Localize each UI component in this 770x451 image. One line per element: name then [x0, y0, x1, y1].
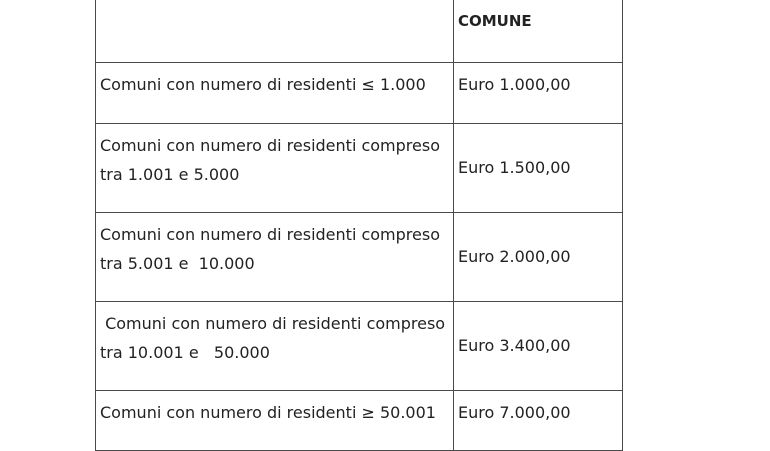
header-cell-description	[96, 0, 454, 63]
row-amount: Euro 7.000,00	[458, 403, 571, 422]
row-amount-cell	[454, 302, 623, 391]
row-amount: Euro 1.500,00	[458, 157, 571, 177]
row-amount-cell	[454, 124, 623, 213]
row-description-cell	[96, 302, 454, 391]
header-cell-comune	[454, 0, 623, 63]
row-amount-cell	[454, 63, 623, 124]
table-header-row	[96, 0, 623, 63]
contributions-table	[95, 0, 623, 451]
row-description-cell	[96, 213, 454, 302]
table-row	[96, 63, 623, 124]
table-row	[96, 124, 623, 213]
row-amount: Euro 2.000,00	[458, 246, 571, 266]
table-row	[96, 213, 623, 302]
table-row	[96, 302, 623, 391]
row-amount: Euro 3.400,00	[458, 335, 571, 355]
row-amount: Euro 1.000,00	[458, 75, 571, 94]
row-description: Comuni con numero di residenti ≥ 50.001	[100, 403, 436, 422]
row-amount-cell	[454, 213, 623, 302]
row-description-cell	[96, 124, 454, 213]
row-description-cell	[96, 63, 454, 124]
header-comune-label: COMUNE	[458, 12, 532, 30]
row-description: Comuni con numero di residenti ≤ 1.000	[100, 75, 426, 94]
row-description: Comuni con numero di residenti compreso tra 5.001 e 10.000	[100, 225, 446, 273]
header-description-label	[96, 0, 453, 7]
row-description: Comuni con numero di residenti compreso tra 1.001 e 5.000	[100, 136, 446, 184]
table-row	[96, 391, 623, 451]
row-description: Comuni con numero di residenti compreso tra 10.001 e 50.000	[100, 314, 451, 362]
row-description-cell	[96, 391, 454, 451]
contributions-table-container	[95, 0, 622, 451]
row-amount-cell	[454, 391, 623, 451]
